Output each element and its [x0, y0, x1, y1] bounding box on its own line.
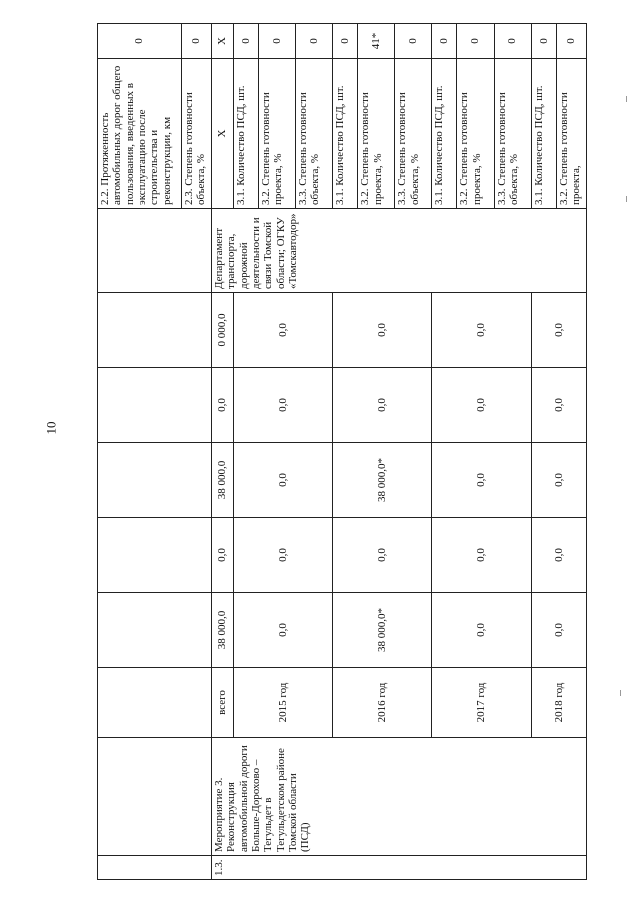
- program-table: [97, 23, 587, 880]
- year-label: 2017 год: [432, 668, 531, 738]
- indicator-value: 0: [333, 24, 358, 59]
- fed-value: 0,0: [432, 518, 531, 593]
- event-name: Мероприятие 3. Реконструкция автомобильной дороги Больше-Дорохово – Тегульдет в Тегульдетском районе Томской области (ПСД): [212, 738, 587, 856]
- indicator-value: 0: [432, 24, 457, 59]
- rotated-table-stage: [97, 0, 587, 905]
- ext-value: 0,0: [233, 293, 332, 368]
- prev-fed-cell: [98, 518, 212, 593]
- indicator-value: 0: [296, 24, 333, 59]
- indicator-label: 3.2. Степень готовности проекта,: [556, 59, 586, 209]
- ext-value: 0,0: [333, 293, 432, 368]
- ext-value: 0 000,0: [212, 293, 234, 368]
- scan-mark: [620, 690, 621, 696]
- prev-executor-cell: [98, 209, 212, 293]
- indicator-value: Х: [212, 24, 234, 59]
- obl-value: 0,0: [432, 443, 531, 518]
- total-value: 0,0: [233, 593, 332, 668]
- rotated-table-wrapper: [97, 24, 587, 880]
- prev-name-cell: [98, 738, 212, 856]
- indicator-value: 41*: [358, 24, 395, 59]
- indicator-value: 0: [258, 24, 295, 59]
- indicator-label: 3.3. Степень готовности объекта, %: [395, 59, 432, 209]
- year-label: всего: [212, 668, 234, 738]
- continuation-row: [98, 24, 182, 880]
- indicator-value: 0: [457, 24, 494, 59]
- indicator-value: 0: [395, 24, 432, 59]
- executor: Департамент транспорта, дорожной деятельности и связи Томской области; ОГКУ «Томскавтодор»: [212, 209, 587, 293]
- mun-value: 0,0: [432, 368, 531, 443]
- indicator-label: 2.2. Протяженность автомобильных дорог общего пользования, введенных в эксплуатацию после строительства и реконструкции, км: [98, 59, 182, 209]
- indicator-value: 0: [233, 24, 258, 59]
- obl-value: 0,0: [531, 443, 586, 518]
- prev-num-cell: [98, 856, 212, 880]
- scan-mark: [626, 96, 627, 102]
- prev-total-cell: [98, 593, 212, 668]
- total-value: 38 000,0*: [333, 593, 432, 668]
- indicator-label: 3.1. Количество ПСД, шт.: [432, 59, 457, 209]
- indicator-label: 3.2. Степень готовности проекта, %: [457, 59, 494, 209]
- indicator-value: 0: [556, 24, 586, 59]
- indicator-label: 2.3. Степень готовности объекта, %: [181, 59, 211, 209]
- indicator-label: 3.2. Степень готовности проекта, %: [258, 59, 295, 209]
- mun-value: 0,0: [531, 368, 586, 443]
- fed-value: 0,0: [212, 518, 234, 593]
- mun-value: 0,0: [212, 368, 234, 443]
- event-number: 1.3.: [212, 856, 587, 880]
- fed-value: 0,0: [531, 518, 586, 593]
- indicator-value: 0: [494, 24, 531, 59]
- obl-value: 38 000,0: [212, 443, 234, 518]
- indicator-value: 0: [98, 24, 182, 59]
- mun-value: 0,0: [233, 368, 332, 443]
- mun-value: 0,0: [333, 368, 432, 443]
- obl-value: 38 000,0*: [333, 443, 432, 518]
- prev-year-cell: [98, 668, 212, 738]
- indicator-label: 3.1. Количество ПСД, шт.: [233, 59, 258, 209]
- ext-value: 0,0: [531, 293, 586, 368]
- indicator-value: 0: [181, 24, 211, 59]
- indicator-value: 0: [531, 24, 556, 59]
- year-label: 2016 год: [333, 668, 432, 738]
- indicator-label: 3.1. Количество ПСД, шт.: [333, 59, 358, 209]
- indicator-label: 3.2. Степень готовности проекта, %: [358, 59, 395, 209]
- page-number: 10: [43, 421, 59, 435]
- prev-obl-cell: [98, 443, 212, 518]
- total-value: 38 000,0: [212, 593, 234, 668]
- total-value: 0,0: [531, 593, 586, 668]
- year-row-total: [212, 24, 234, 880]
- indicator-label: Х: [212, 59, 234, 209]
- obl-value: 0,0: [233, 443, 332, 518]
- prev-ext-cell: [98, 293, 212, 368]
- year-label: 2018 год: [531, 668, 586, 738]
- total-value: 0,0: [432, 593, 531, 668]
- year-label: 2015 год: [233, 668, 332, 738]
- fed-value: 0,0: [233, 518, 332, 593]
- indicator-label: 3.1. Количество ПСД, шт.: [531, 59, 556, 209]
- prev-mun-cell: [98, 368, 212, 443]
- scan-mark: [626, 196, 627, 202]
- indicator-label: 3.3. Степень готовности объекта, %: [296, 59, 333, 209]
- ext-value: 0,0: [432, 293, 531, 368]
- indicator-label: 3.3. Степень готовности объекта, %: [494, 59, 531, 209]
- fed-value: 0,0: [333, 518, 432, 593]
